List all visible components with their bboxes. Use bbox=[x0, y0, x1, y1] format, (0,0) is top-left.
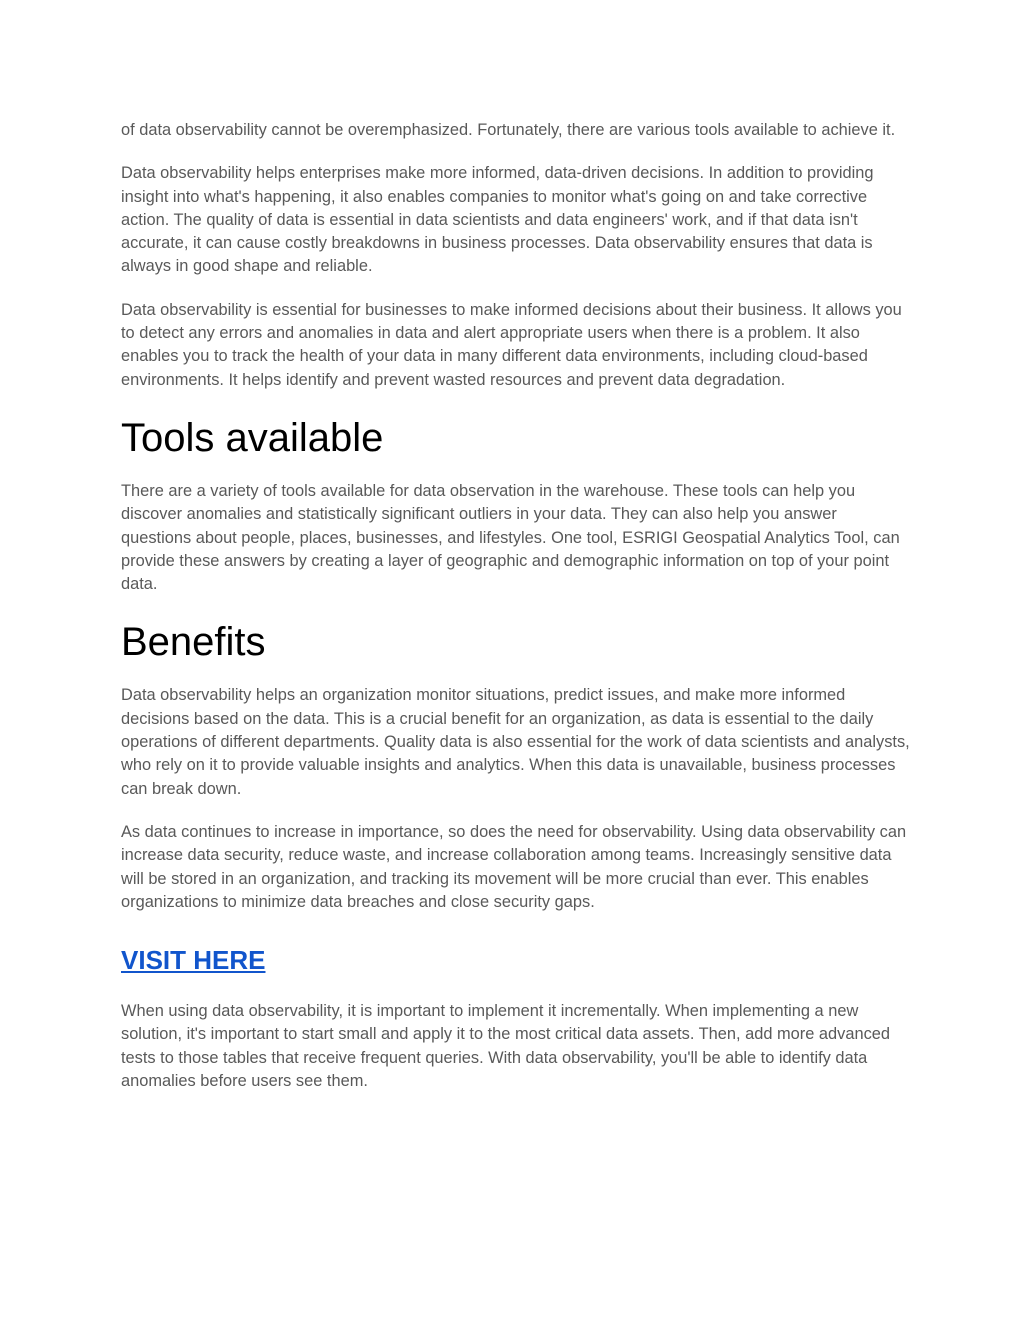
tools-available-heading: Tools available bbox=[121, 415, 384, 460]
intro-continuation-paragraph: of data observability cannot be overemphasized. Fortunately, there are various tools available to achieve it. bbox=[121, 121, 896, 139]
document-page bbox=[121, 119, 911, 1093]
visit-here-link[interactable]: VISIT HERE bbox=[121, 945, 266, 976]
business-essentials-paragraph: Data observability is essential for businesses to make informed decisions about their business. It allows you to detect any errors and anomalies in data and alert appropriate users when there is a problem. It also enables you to track the health of your data in many different data environments, including cloud-based environments. It helps identify and prevent wasted resources and prevent data degradation. bbox=[121, 300, 902, 389]
closing-paragraph: When using data observability, it is important to implement it incrementally. When implementing a new solution, it's important to start small and apply it to the most critical data assets. Then, add more advanced tests to those tables that receive frequent queries. With data observability, you'll be able to identify data anomalies before users see them. bbox=[121, 1002, 891, 1091]
benefits-heading: Benefits bbox=[121, 620, 266, 665]
tools-available-paragraph: There are a variety of tools available for data observation in the warehouse. These tools can help you discover anomalies and statistically significant outliers in your data. They can also help you answer questions about people, places, businesses, and lifestyles. One tool, ESRIGI Geospatial Analytics Tool, can provide these answers by creating a layer of geographic and demographic information on top of your point data. bbox=[121, 481, 900, 594]
enterprise-decisions-paragraph: Data observability helps enterprises make more informed, data-driven decisions. In addition to providing insight into what's happening, it also enables companies to monitor what's going on and take corrective action. The quality of data is essential in data scientists and data engineers' work, and if that data isn't accurate, it can cause costly breakdowns in business processes. Data observability ensures that data is always in good shape and reliable. bbox=[121, 164, 874, 276]
benefits-paragraph-2: As data continues to increase in importance, so does the need for observability. Using data observability can increase data security, reduce waste, and increase collaboration among teams. Increasingly sensitive data will be stored in an organization, and tracking its movement will be more crucial than ever. This enables organizations to minimize data breaches and close security gaps. bbox=[121, 822, 907, 911]
benefits-paragraph-1: Data observability helps an organization monitor situations, predict issues, and make more informed decisions based on the data. This is a crucial benefit for an organization, as data is essential to the daily operations of different departments. Quality data is also essential for the work of data scientists and analysts, who rely on it to provide valuable insights and analytics. When this data is unavailable, business processes can break down. bbox=[121, 686, 910, 798]
